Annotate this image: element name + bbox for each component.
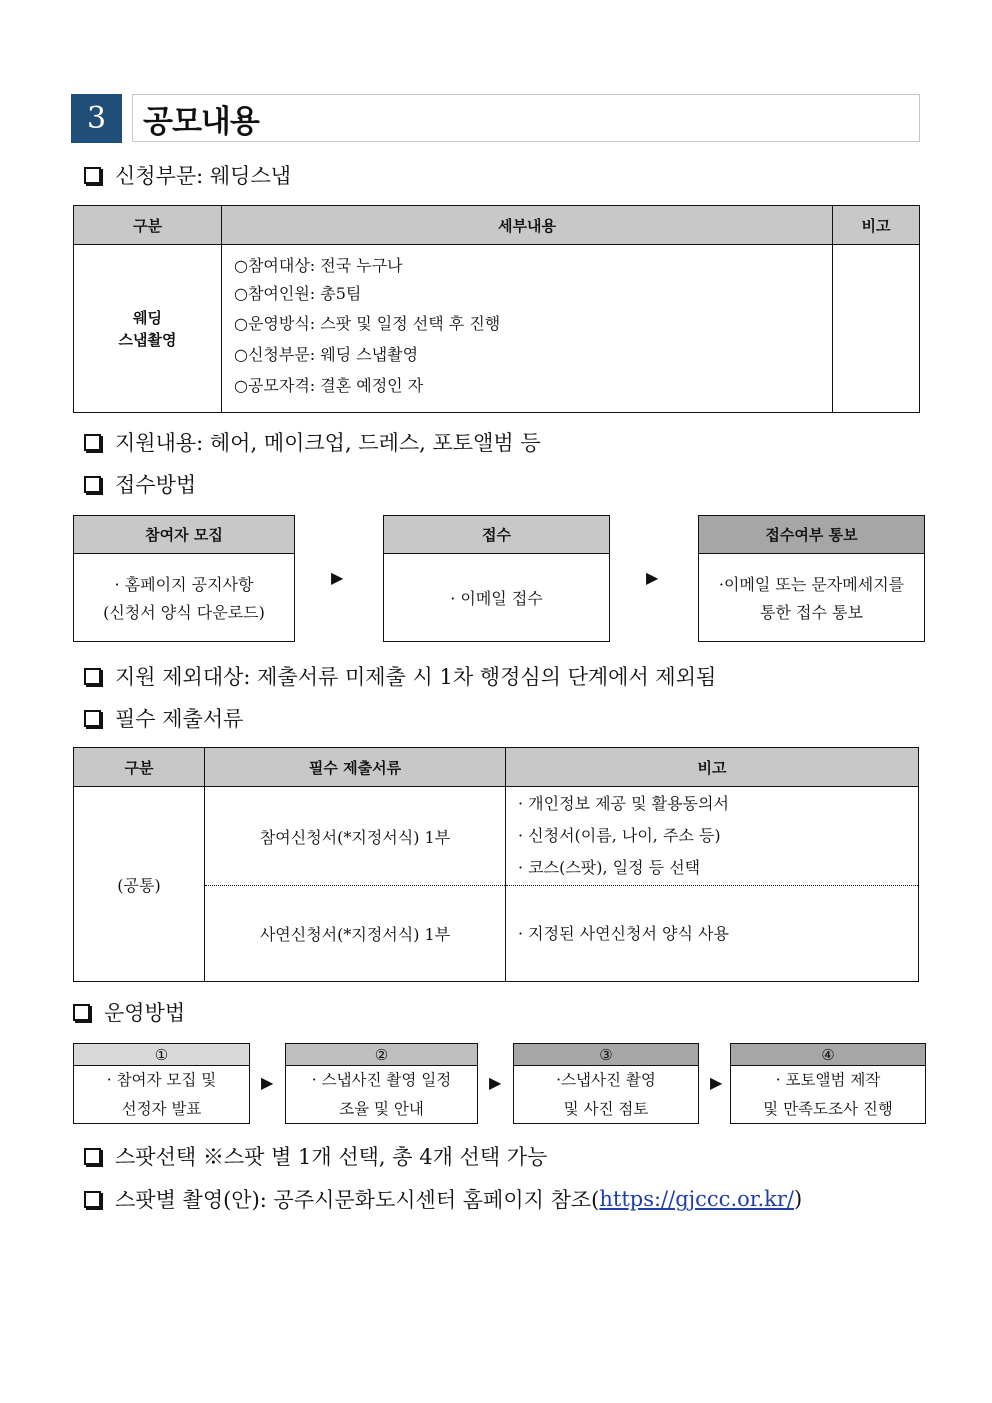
flow-step-line: 통한 접수 통보 [760,602,863,622]
heading-text: 필수 제출서류 [115,707,244,731]
flow-step-title: 접수여부 통보 [699,516,924,554]
step-line: · 스냅사진 촬영 일정 [311,1071,452,1089]
flow-arrow-icon: ▶ [489,1073,502,1092]
document-notes [506,886,919,982]
document-name: 사연신청서(*지정서식) 1부 [205,886,506,982]
flow-step-body [74,554,294,643]
operation-step-1 [73,1043,250,1124]
step-body [731,1066,925,1124]
flow-step-line: (신청서 양식 다운로드) [103,602,265,622]
step-line: · 포토앨범 제작 [775,1071,881,1089]
flow-step-title: 참여자 모집 [74,516,294,554]
reception-step-recruit [73,515,295,642]
header-documents: 필수 제출서류 [205,748,506,787]
step-line: 선정자 발표 [121,1100,202,1118]
step-line: 및 사진 점토 [563,1100,649,1118]
document-note-item: · 지정된 사연신청서 양식 사용 [518,923,729,943]
flow-arrow-icon: ▶ [646,568,659,587]
document-note-item: · 코스(스팟), 일정 등 선택 [518,858,701,877]
checkbox-bullet-icon [84,1191,101,1208]
category-label-line2: 스냅촬영 [118,330,177,349]
operation-step-4 [730,1043,926,1124]
checkbox-bullet-icon [84,167,101,184]
heading-text-suffix: ) [794,1187,803,1211]
category-table [73,205,920,413]
heading-apply-category [84,160,291,190]
details-cell [222,245,833,413]
checkbox-bullet-icon [73,1004,90,1021]
checkbox-bullet-icon [84,710,101,727]
step-line: · 참여자 모집 및 [106,1071,217,1089]
heading-text: 스팟별 촬영(안): 공주시문화도시센터 홈페이지 참조( [115,1188,600,1212]
documents-table [73,747,919,982]
heading-spot-shoot [84,1184,802,1214]
category-label-line1: 웨딩 [133,308,162,327]
header-category: 구분 [74,748,205,787]
step-number: ② [286,1044,477,1066]
flow-step-line: · 홈페이지 공지사항 [114,574,254,594]
heading-text: 지원 제외대상: 제출서류 미제출 시 1차 행정심의 단계에서 제외됨 [115,665,717,689]
reception-step-receive [383,515,610,642]
step-number: ④ [731,1044,925,1066]
heading-text: 지원내용: 헤어, 메이크업, 드레스, 포토앨범 등 [115,431,541,455]
header-category: 구분 [74,206,222,245]
step-line: 조율 및 안내 [339,1100,424,1118]
header-note: 비고 [833,206,920,245]
heading-exclusion [84,661,716,691]
heading-reception [84,469,196,499]
detail-item: ○신청부문: 웨딩 스냅촬영 [234,345,419,364]
flow-step-line: · 이메일 접수 [450,588,543,608]
checkbox-bullet-icon [84,1148,101,1165]
checkbox-bullet-icon [84,434,101,451]
heading-text: 접수방법 [115,473,197,497]
note-cell [833,245,920,413]
step-line: 및 만족도조사 진행 [763,1100,893,1118]
section-title-text: 공모내용 [143,103,259,140]
documents-category: (공통) [74,787,205,982]
section-number: 3 [71,94,122,143]
flow-step-body [384,554,609,643]
flow-arrow-icon: ▶ [331,568,344,587]
homepage-link[interactable]: https://gjccc.or.kr/ [599,1187,795,1211]
category-label [74,245,222,413]
checkbox-bullet-icon [84,668,101,685]
detail-item: ○참여대상: 전국 누구나 [234,256,403,275]
detail-item: ○참여인원: 총5팀 [234,284,362,303]
step-number: ③ [514,1044,698,1066]
operation-step-3 [513,1043,699,1124]
document-notes [506,787,919,886]
heading-text: 스팟선택 ※스팟 별 1개 선택, 총 4개 선택 가능 [115,1145,548,1169]
operation-step-2 [285,1043,478,1124]
header-details: 세부내용 [222,206,833,245]
step-body [74,1066,249,1124]
header-note: 비고 [506,748,919,787]
flow-step-title: 접수 [384,516,609,554]
step-body [514,1066,698,1124]
heading-text: 신청부문: 웨딩스냅 [115,164,292,188]
heading-support [84,427,541,457]
checkbox-bullet-icon [84,476,101,493]
heading-text: 운영방법 [104,1001,186,1025]
document-note-item: · 신청서(이름, 나이, 주소 등) [518,826,721,845]
heading-spot-select [84,1141,547,1171]
step-line: ·스냅사진 촬영 [556,1071,656,1089]
flow-step-line: ·이메일 또는 문자메세지를 [718,574,905,594]
section-title [132,94,920,142]
step-body [286,1066,477,1124]
step-number: ① [74,1044,249,1066]
detail-item: ○공모자격: 결혼 예정인 자 [234,376,424,395]
flow-step-body [699,554,924,643]
reception-step-notify [698,515,925,642]
detail-item: ○운영방식: 스팟 및 일정 선택 후 진행 [234,314,501,333]
flow-arrow-icon: ▶ [710,1073,723,1092]
document-name: 참여신청서(*지정서식) 1부 [205,787,506,886]
flow-arrow-icon: ▶ [261,1073,274,1092]
document-note-item: · 개인정보 제공 및 활용동의서 [518,794,729,813]
heading-documents [84,703,243,733]
heading-operation [73,997,185,1027]
